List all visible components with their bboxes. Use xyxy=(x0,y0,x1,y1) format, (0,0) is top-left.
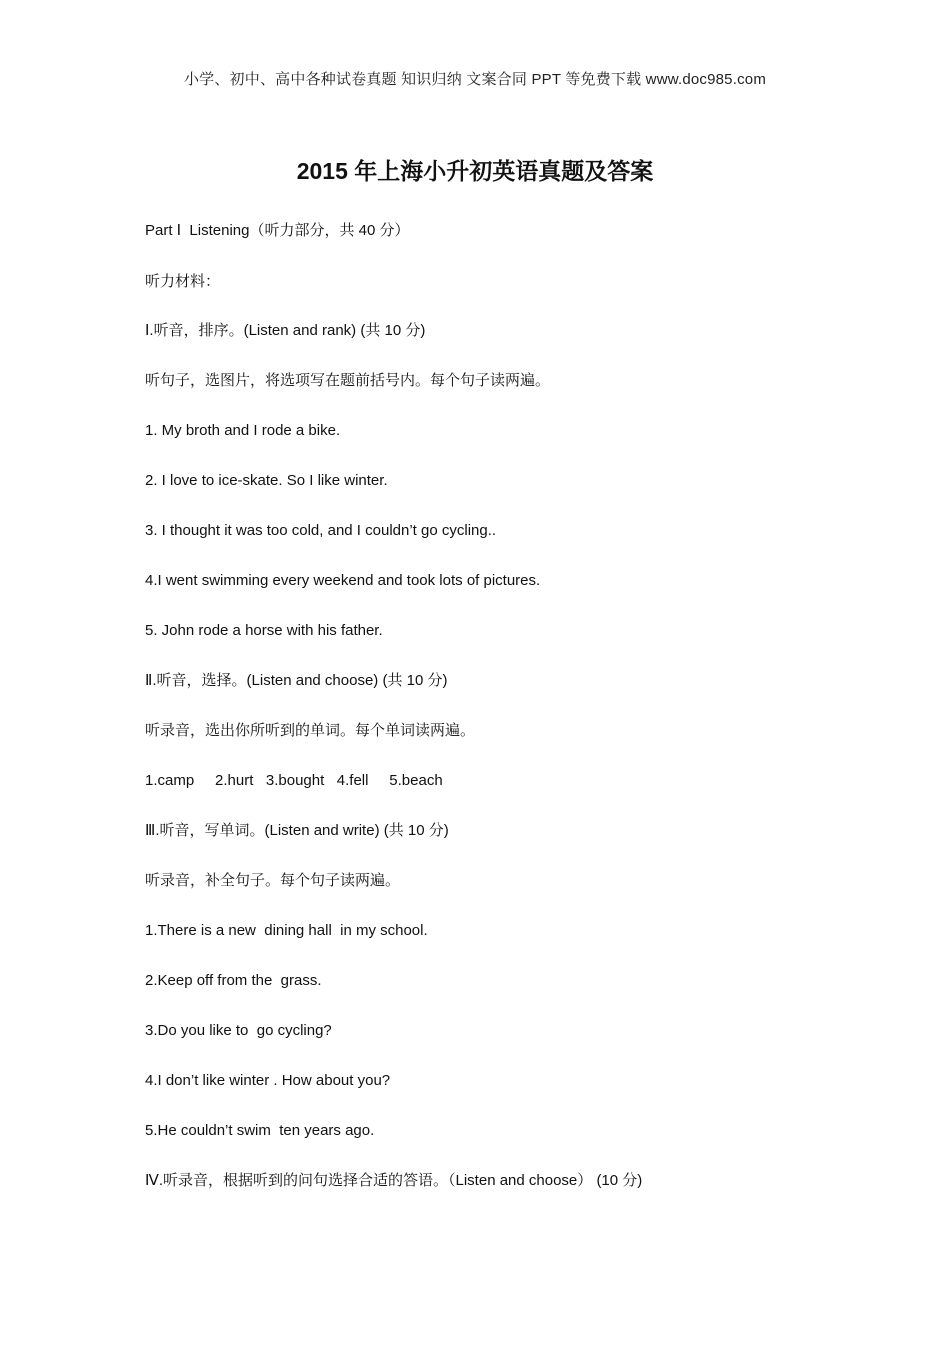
instruction: 听句子，选图片，将选项写在题前括号内。每个句子读两遍。 xyxy=(145,372,551,389)
section-label: 听力材料： xyxy=(145,273,221,290)
list-item: 2. I love to ice-skate. So I like winter. xyxy=(145,472,388,489)
list-item: 4.I went swimming every weekend and took lots of pictures. xyxy=(145,572,541,589)
list-item: 5.He couldn’t swim ten years ago. xyxy=(145,1122,375,1139)
list-item: 5. John rode a horse with his father. xyxy=(145,622,383,639)
list-item: 1.There is a new dining hall in my school. xyxy=(145,922,428,939)
page-header: 小学、初中、高中各种试卷真题 知识归纳 文案合同 PPT 等免费下载 www.doc985.com xyxy=(183,71,767,88)
section-heading: Ⅳ.听录音，根据听到的问句选择合适的答语。（Listen and choose） (10 分) xyxy=(145,1172,643,1189)
list-item: 1. My broth and I rode a bike. xyxy=(145,422,341,439)
instruction: 听录音，选出你所听到的单词。每个单词读两遍。 xyxy=(145,722,476,739)
list-item: 2.Keep off from the grass. xyxy=(145,972,322,989)
instruction: 听录音，补全句子。每个句子读两遍。 xyxy=(145,872,401,889)
list-item: 3.Do you like to go cycling? xyxy=(145,1022,332,1039)
section-heading: Ⅱ.听音，选择。(Listen and choose) (共 10 分) xyxy=(145,672,448,689)
part-heading: Part Ⅰ Listening（听力部分，共 40 分） xyxy=(145,222,410,239)
word-list: 1.camp 2.hurt 3.bought 4.fell 5.beach xyxy=(145,772,443,789)
list-item: 3. I thought it was too cold, and I couldn’t go cycling.. xyxy=(145,522,497,539)
section-heading: Ⅲ.听音，写单词。(Listen and write) (共 10 分) xyxy=(145,822,449,839)
section-heading: Ⅰ.听音，排序。(Listen and rank) (共 10 分) xyxy=(145,322,426,339)
list-item: 4.I don’t like winter . How about you? xyxy=(145,1072,391,1089)
page-title: 2015 年上海小升初英语真题及答案 xyxy=(296,158,654,184)
